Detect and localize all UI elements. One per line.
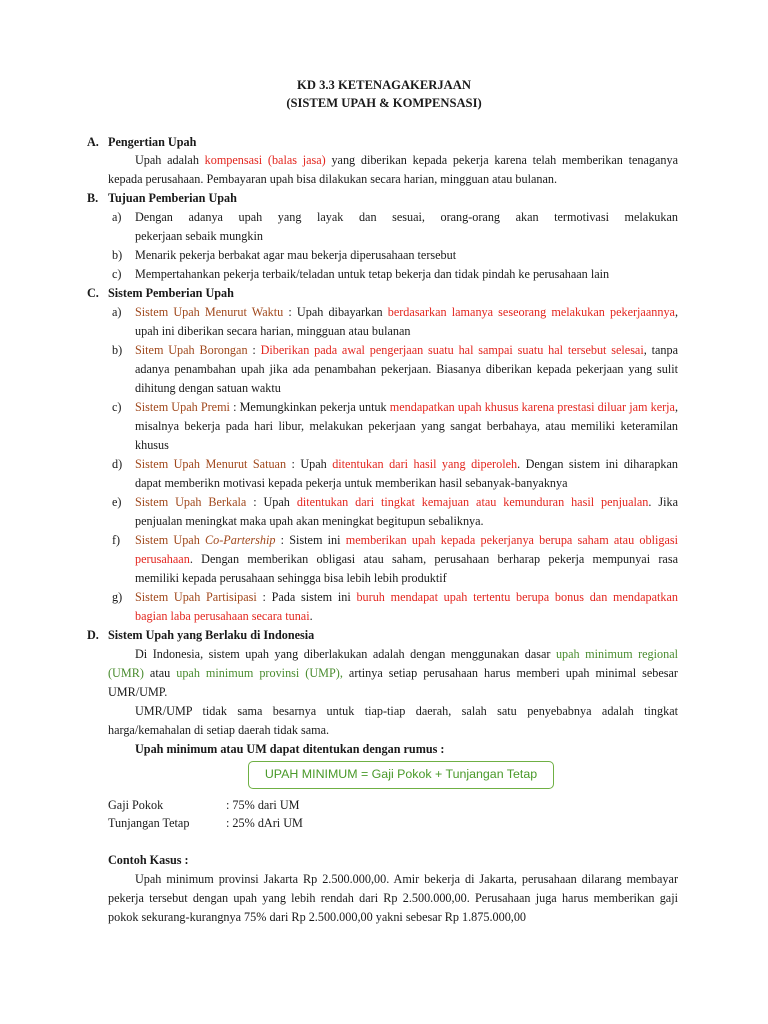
list-item-c-a-line2: upah ini diberikan secara harian, mingguan atau bulanan xyxy=(135,324,411,338)
list-marker: c) xyxy=(112,267,122,281)
formula-box: UPAH MINIMUM = Gaji Pokok + Tunjangan Tetap xyxy=(248,761,554,789)
list-item-c-b-line1: Sitem Upah Borongan : Diberikan pada awal pengerjaan suatu hal sampai suatu hal tersebut selesai, tanpa xyxy=(135,343,678,357)
list-item-c-b-line3: dihitung dengan satuan waktu xyxy=(135,381,281,395)
list-item-c-g-line2: bagian laba perusahaan secara tunai. xyxy=(135,609,313,623)
list-item-c-f-line3: memiliki kepada perusahaan sehingga bisa lebih lebih produktif xyxy=(135,571,447,585)
section-c-heading: Sistem Pemberian Upah xyxy=(108,286,234,300)
section-a-marker: A. xyxy=(87,135,99,149)
case-line3: pokok sekurang-kurangnya 75% dari Rp 2.500.000,00 yakni sebesar Rp 1.875.000,00 xyxy=(108,910,527,924)
list-item-c-a-line1: Sistem Upah Menurut Waktu : Upah dibayarkan berdasarkan lamanya seseorang melakukan pekerjaannya, xyxy=(135,305,678,319)
case-heading: Contoh Kasus : xyxy=(108,853,189,867)
section-a-paragraph-line1: Upah adalah kompensasi (balas jasa) yang diberikan kepada pekerja karena telah memberikan tenaganya xyxy=(135,153,679,167)
list-item-c-f-line2: perusahaan. Dengan memberikan obligasi atau saham, perusahaan berharap pekerja mempunyai rasa xyxy=(135,552,678,566)
list-marker: a) xyxy=(112,210,122,224)
list-marker: b) xyxy=(112,343,123,357)
list-marker: d) xyxy=(112,457,123,471)
list-item-c-f-line1: Sistem Upah Co-Partership : Sistem ini memberikan upah kepada pekerjanya berupa saham atau obligasi xyxy=(135,533,678,547)
list-marker: g) xyxy=(112,590,123,604)
section-d-paragraph-line5: harga/kemahalan di setiap daerah tidak sama. xyxy=(108,723,330,737)
list-item-c-d-line2: dapat memberikn motivasi kepada pekerja untuk memberikan hasil sebanyak-banyaknya xyxy=(135,476,568,490)
list-item-b-c: Mempertahankan pekerja terbaik/teladan untuk tetap bekerja dan tidak pindah ke perusahaan lain xyxy=(135,267,610,281)
section-d-paragraph-line2: (UMR) atau upah minimum provinsi (UMP), artinya setiap perusahaan harus memberi upah minimal sebesar xyxy=(108,666,678,680)
case-line1: Upah minimum provinsi Jakarta Rp 2.500.000,00. Amir bekerja di Jakarta, perusahaan dilarang membayar xyxy=(135,872,678,886)
list-item-c-c-line1: Sistem Upah Premi : Memungkinkan pekerja untuk mendapatkan upah khusus karena prestasi diluar jam kerja, xyxy=(135,400,678,414)
list-marker: c) xyxy=(112,400,122,414)
highlight-kompensasi: kompensasi (balas jasa) xyxy=(204,153,326,167)
section-b-marker: B. xyxy=(87,191,99,205)
list-item-c-e-line2: penjualan meningkat maka upah akan meningkat begitupun sebaliknya. xyxy=(135,514,484,528)
list-marker: b) xyxy=(112,248,123,262)
section-d-marker: D. xyxy=(87,628,99,642)
list-item-c-c-line2: misalnya bekerja pada hari libur, melakukan pekerjaan yang sangat berbahaya, atau memiliki keteramilan xyxy=(135,419,678,433)
document-title: KD 3.3 KETENAGAKERJAAN xyxy=(297,78,471,92)
section-c-marker: C. xyxy=(87,286,99,300)
list-item-b-b: Menarik pekerja berbakat agar mau bekerja diperusahaan tersebut xyxy=(135,248,457,262)
tunjangan-tetap-label: Tunjangan Tetap xyxy=(108,816,190,830)
list-item-c-b-line2: adanya penambahan upah jika ada penambahan pekerjaan. Biasanya diberikan kepada pekerjaan yang sulit xyxy=(135,362,678,376)
section-d-paragraph-line3: UMR/UMP. xyxy=(108,685,168,699)
section-d-heading: Sistem Upah yang Berlaku di Indonesia xyxy=(108,628,315,642)
case-line2: pekerja tersebut dengan upah yang lebih rendah dari Rp 2.500.000,00. Perusahaan juga harus memberikan gaji xyxy=(108,891,678,905)
list-item-b-a-line1: Dengan adanya upah yang layak dan sesuai, orang-orang akan termotivasi melakukan xyxy=(135,210,678,224)
list-item-c-e-line1: Sistem Upah Berkala : Upah ditentukan dari tingkat kemajuan atau kemunduran hasil penjualan. Jika xyxy=(135,495,678,509)
section-b-heading: Tujuan Pemberian Upah xyxy=(108,191,237,205)
list-marker: e) xyxy=(112,495,122,509)
list-item-c-g-line1: Sistem Upah Partisipasi : Pada sistem ini buruh mendapat upah tertentu berupa bonus dan mendapatkan xyxy=(135,590,678,604)
section-a-paragraph-line2: kepada perusahaan. Pembayaran upah bisa dilakukan secara harian, mingguan atau bulanan. xyxy=(108,172,558,186)
section-a-heading: Pengertian Upah xyxy=(108,135,197,149)
tunjangan-tetap-value: : 25% dAri UM xyxy=(226,816,303,830)
document-subtitle: (SISTEM UPAH & KOMPENSASI) xyxy=(286,96,482,110)
section-d-paragraph-line1: Di Indonesia, sistem upah yang diberlakukan adalah dengan menggunakan dasar upah minimum regional xyxy=(135,647,678,661)
list-item-c-d-line1: Sistem Upah Menurut Satuan : Upah ditentukan dari hasil yang diperoleh. Dengan sistem ini diharapkan xyxy=(135,457,678,471)
formula-intro: Upah minimum atau UM dapat ditentukan dengan rumus : xyxy=(135,742,445,756)
gaji-pokok-label: Gaji Pokok xyxy=(108,798,164,812)
list-item-b-a-line2: pekerjaan sebaik mungkin xyxy=(135,229,263,243)
list-marker: f) xyxy=(112,533,121,547)
section-d-paragraph-line4: UMR/UMP tidak sama besarnya untuk tiap-tiap daerah, salah satu penyebabnya adalah tingkat xyxy=(135,704,678,718)
gaji-pokok-value: : 75% dari UM xyxy=(226,798,300,812)
list-item-c-c-line3: khusus xyxy=(135,438,169,452)
list-marker: a) xyxy=(112,305,122,319)
